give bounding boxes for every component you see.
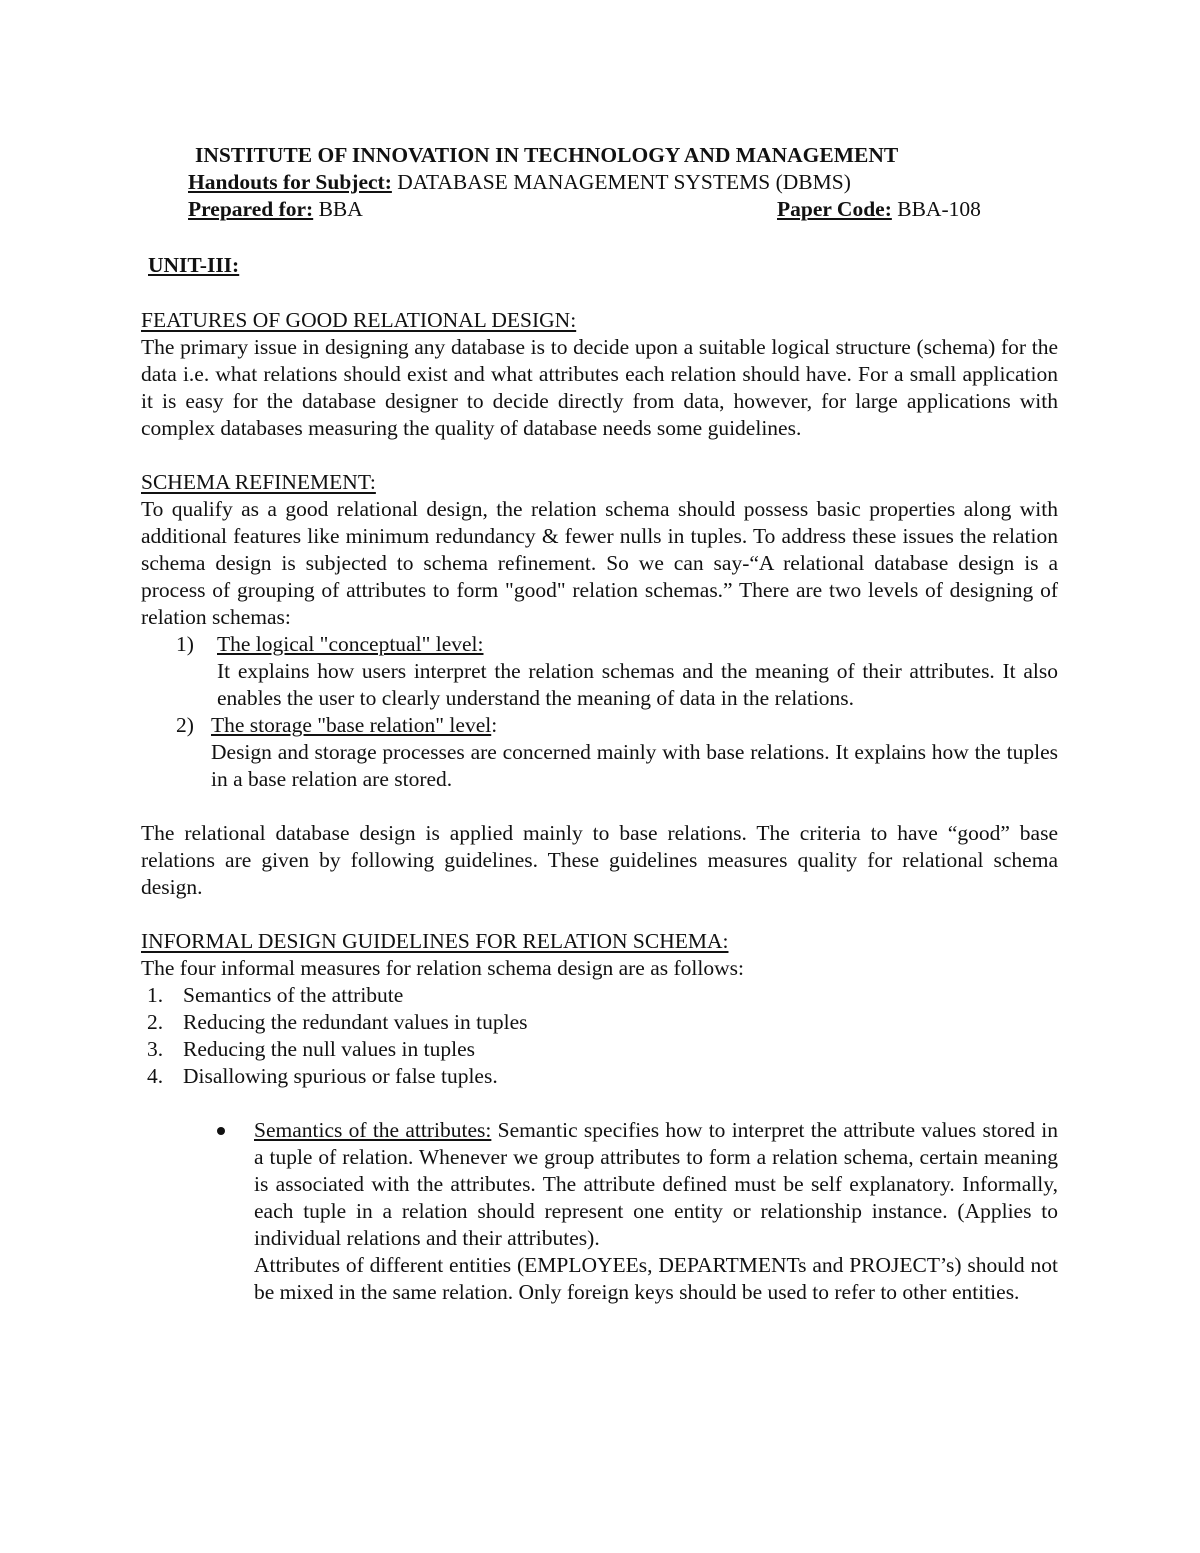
document-body	[141, 307, 1058, 1306]
level-number: 2)	[176, 713, 194, 737]
subject-line	[188, 169, 1048, 196]
list-item	[147, 1036, 1058, 1063]
list-item-text: Disallowing spurious or false tuples.	[183, 1064, 498, 1088]
guidelines-heading: INFORMAL DESIGN GUIDELINES FOR RELATION SCHEMA:	[141, 929, 729, 953]
subject-label: Handouts for Subject:	[188, 170, 392, 194]
semantics-title: Semantics of the attributes:	[254, 1118, 492, 1142]
semantics-paragraph	[254, 1117, 1058, 1252]
list-item-number: 1.	[147, 983, 164, 1007]
semantics-bullet	[212, 1117, 1058, 1306]
list-item-number: 3.	[147, 1037, 164, 1061]
institute-title	[195, 142, 1055, 169]
paper-code-line	[777, 196, 981, 223]
list-item-text: Reducing the null values in tuples	[183, 1037, 475, 1061]
unit-label: UNIT-III:	[148, 253, 240, 277]
features-heading: FEATURES OF GOOD RELATIONAL DESIGN:	[141, 308, 577, 332]
level-text: Design and storage processes are concerned mainly with base relations. It explains how the tuples in a base relation are stored.	[211, 740, 1058, 791]
institute-name: INSTITUTE OF INNOVATION IN TECHNOLOGY AND MANAGEMENT	[195, 143, 899, 167]
refinement-heading: SCHEMA REFINEMENT:	[141, 470, 376, 494]
list-item	[147, 982, 1058, 1009]
level-title-colon: :	[491, 713, 498, 737]
refinement-paragraph: To qualify as a good relational design, the relation schema should possess basic properties along with additional features like minimum redundancy & fewer nulls in tuples. To address these issues the relation schema design is subjected to schema refinement. So we can say-“A relational database design is a process of grouping of attributes to form "good" relation schemas.” There are two levels of designing of relation schemas:	[141, 497, 1058, 629]
guidelines-intro: The four informal measures for relation schema design are as follows:	[141, 956, 744, 980]
list-item-number: 2.	[147, 1010, 164, 1034]
list-item-text: Reducing the redundant values in tuples	[183, 1010, 528, 1034]
level-item	[176, 712, 1058, 793]
features-paragraph: The primary issue in designing any database is to decide upon a suitable logical structure (schema) for the data i.e. what relations should exist and what attributes each relation should have. For a small application it is easy for the database designer to decide directly from data, however, for large applications with complex databases measuring the quality of database needs some guidelines.	[141, 335, 1058, 440]
paper-code-value: BBA-108	[897, 197, 981, 221]
paper-code-label: Paper Code:	[777, 197, 892, 221]
list-item	[147, 1063, 1058, 1090]
level-title: The logical "conceptual" level:	[217, 632, 484, 656]
semantics-paragraph-2: Attributes of different entities (EMPLOYEEs, DEPARTMENTs and PROJECT’s) should not be mixed in the same relation. Only foreign keys should be used to refer to other entities.	[254, 1253, 1058, 1304]
level-number: 1)	[176, 632, 194, 656]
level-item	[176, 631, 1058, 712]
semantics-text: Semantic specifies how to interpret the attribute values stored in a tuple of relation. Whenever we group attributes to form a relation schema, certain meaning is associated with the attributes. The attribute defined must be self explanatory. Informally, each tuple in a relation should represent one entity or relationship instance. (Applies to individual relations and their attributes).	[254, 1118, 1058, 1250]
list-item	[147, 1009, 1058, 1036]
unit-heading	[148, 252, 1008, 279]
prepared-label: Prepared for:	[188, 197, 314, 221]
list-item-text: Semantics of the attribute	[183, 983, 404, 1007]
refinement-closing-paragraph: The relational database design is applied mainly to base relations. The criteria to have “good” base relations are given by following guidelines. These guidelines measures quality for relational schema design.	[141, 821, 1058, 899]
subject-value: DATABASE MANAGEMENT SYSTEMS (DBMS)	[397, 170, 851, 194]
list-item-number: 4.	[147, 1064, 164, 1088]
level-text: It explains how users interpret the relation schemas and the meaning of their attributes. It also enables the user to clearly understand the meaning of data in the relations.	[217, 659, 1058, 710]
bullet-icon	[212, 1117, 254, 1306]
prepared-value: BBA	[318, 197, 363, 221]
level-title: The storage "base relation" level	[211, 713, 492, 737]
